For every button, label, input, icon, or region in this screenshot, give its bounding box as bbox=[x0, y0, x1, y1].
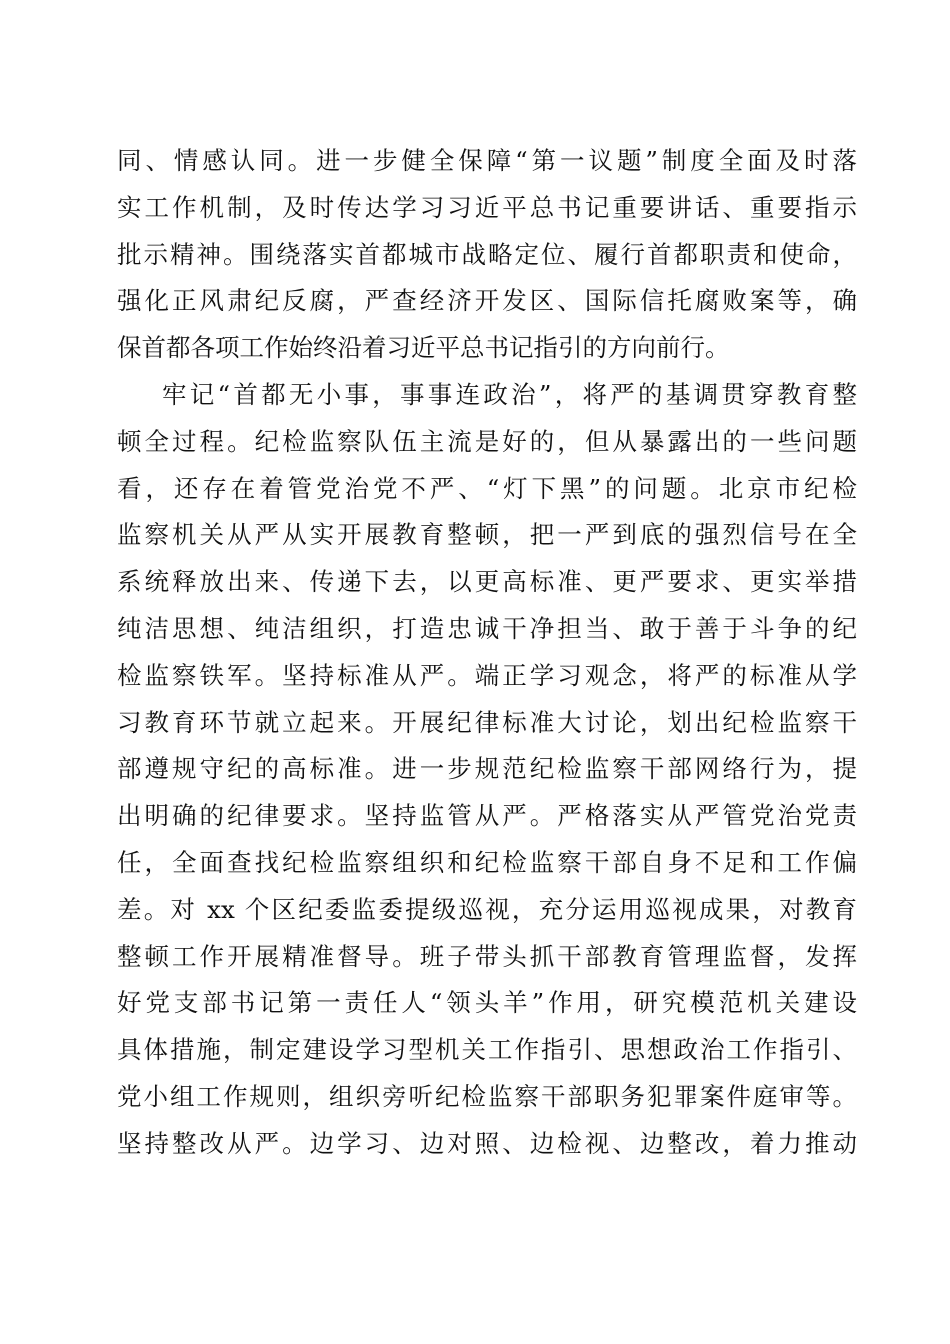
text-line: 纯洁思想、纯洁组织，打造忠诚干净担当、敢于善于斗争的纪 bbox=[117, 613, 857, 643]
text-line: 部遵规守纪的高标准。进一步规范纪检监察干部网络行为，提 bbox=[117, 754, 857, 784]
text-line: 系统释放出来、传递下去，以更高标准、更严要求、更实举措 bbox=[117, 567, 857, 597]
text-line: 出明确的纪律要求。坚持监管从严。严格落实从严管党治党责 bbox=[117, 801, 857, 831]
text-line: 习教育环节就立起来。开展纪律标准大讨论，划出纪检监察干 bbox=[117, 707, 857, 737]
text-line: 实工作机制，及时传达学习习近平总书记重要讲话、重要指示 bbox=[117, 192, 857, 222]
text-line: 检监察铁军。坚持标准从严。端正学习观念，将严的标准从学 bbox=[117, 660, 857, 690]
paragraph-2 bbox=[117, 372, 857, 1168]
paragraph-1 bbox=[117, 138, 857, 372]
text-line: 任，全面查找纪检监察组织和纪检监察干部自身不足和工作偏 bbox=[117, 847, 857, 877]
text-line: 监察机关从严从实开展教育整顿，把一严到底的强烈信号在全 bbox=[117, 520, 857, 550]
text-line: 好党支部书记第一责任人“领头羊”作用，研究模范机关建设 bbox=[117, 988, 857, 1018]
text-line: 同、情感认同。进一步健全保障“第一议题”制度全面及时落 bbox=[117, 146, 857, 175]
text-line: 强化正风肃纪反腐，严查经济开发区、国际信托腐败案等，确 bbox=[117, 286, 857, 316]
body-text bbox=[117, 138, 857, 1168]
text-line: 批示精神。围绕落实首都城市战略定位、履行首都职责和使命， bbox=[117, 239, 857, 269]
text-line: 坚持整改从严。边学习、边对照、边检视、边整改，着力推动 bbox=[117, 1128, 857, 1158]
text-line: 差。对 xx 个区纪委监委提级巡视，充分运用巡视成果，对教育 bbox=[117, 894, 857, 924]
text-line: 顿全过程。纪检监察队伍主流是好的，但从暴露出的一些问题 bbox=[117, 426, 857, 456]
text-line: 整顿工作开展精准督导。班子带头抓干部教育管理监督，发挥 bbox=[117, 941, 857, 971]
text-line: 党小组工作规则，组织旁听纪检监察干部职务犯罪案件庭审等。 bbox=[117, 1081, 857, 1111]
text-line: 看，还存在着管党治党不严、“灯下黑”的问题。北京市纪检 bbox=[117, 473, 857, 503]
text-line: 牢记“首都无小事，事事连政治”，将严的基调贯穿教育整 bbox=[162, 379, 857, 409]
text-line: 保首都各项工作始终沿着习近平总书记指引的方向前行。 bbox=[117, 333, 730, 363]
text-line: 具体措施，制定建设学习型机关工作指引、思想政治工作指引、 bbox=[117, 1035, 857, 1065]
